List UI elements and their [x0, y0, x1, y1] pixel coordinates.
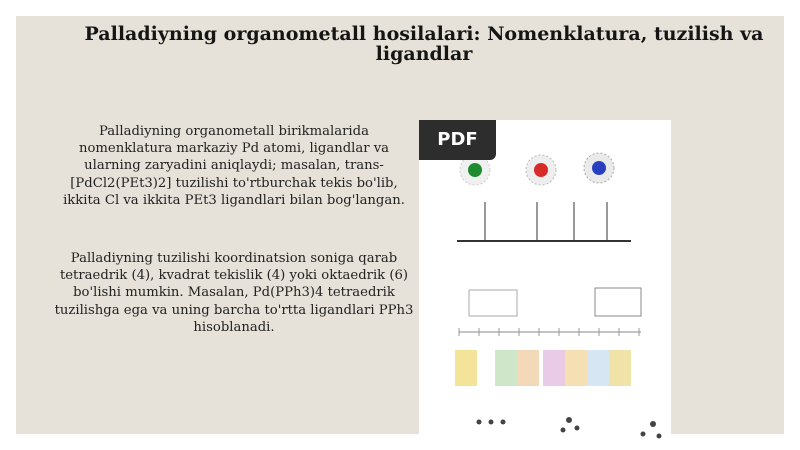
- paragraph-structure: Palladiyning tuzilishi koordinatsion soniga qarab tetraedrik (4), kvadrat tekislik (4) yoki oktaedrik (6) bo'lishi mumkin. Masalan, Pd(PPh3)4 tetraedrik tuzilishga ega va uning barcha to'rtta ligandlari PPh3 hisoblanadi.: [54, 251, 414, 335]
- diagram-node-2: [526, 155, 556, 185]
- pdf-badge: PDF: [419, 120, 496, 160]
- timeline: [457, 202, 631, 241]
- diagram-box-right: [595, 288, 641, 316]
- diagram-panel-2: [495, 350, 517, 386]
- diagram-panels: [455, 350, 631, 386]
- molecule-sketches: [477, 417, 662, 439]
- diagram-panel-7: [609, 350, 631, 386]
- pdf-thumbnail[interactable]: [419, 120, 671, 450]
- diagram-panel-3: [517, 350, 539, 386]
- slide-title: Palladiyning organometall hosilalari: Nomenklatura, tuzilish va ligandlar: [84, 23, 764, 65]
- diagram-node-3: [584, 153, 614, 183]
- diagram-panel-1: [455, 350, 477, 386]
- thumbnail-illustration: [419, 120, 671, 450]
- diagram-box-left: [469, 290, 517, 316]
- diagram-panel-5: [565, 350, 587, 386]
- diagram-panel-4: [543, 350, 565, 386]
- diagram-panel-6: [587, 350, 609, 386]
- paragraph-nomenclature: Palladiyning organometall birikmalarida nomenklatura markaziy Pd atomi, ligandlar va ularning zaryadini aniqlaydi; masalan, trans-[PdCl2(PEt3)2] tuzilishi to'rtburchak tekis bo'lib, ikkita Cl va ikkita PEt3 ligandlari bilan bog'langan.: [63, 124, 405, 208]
- slide: [16, 16, 784, 434]
